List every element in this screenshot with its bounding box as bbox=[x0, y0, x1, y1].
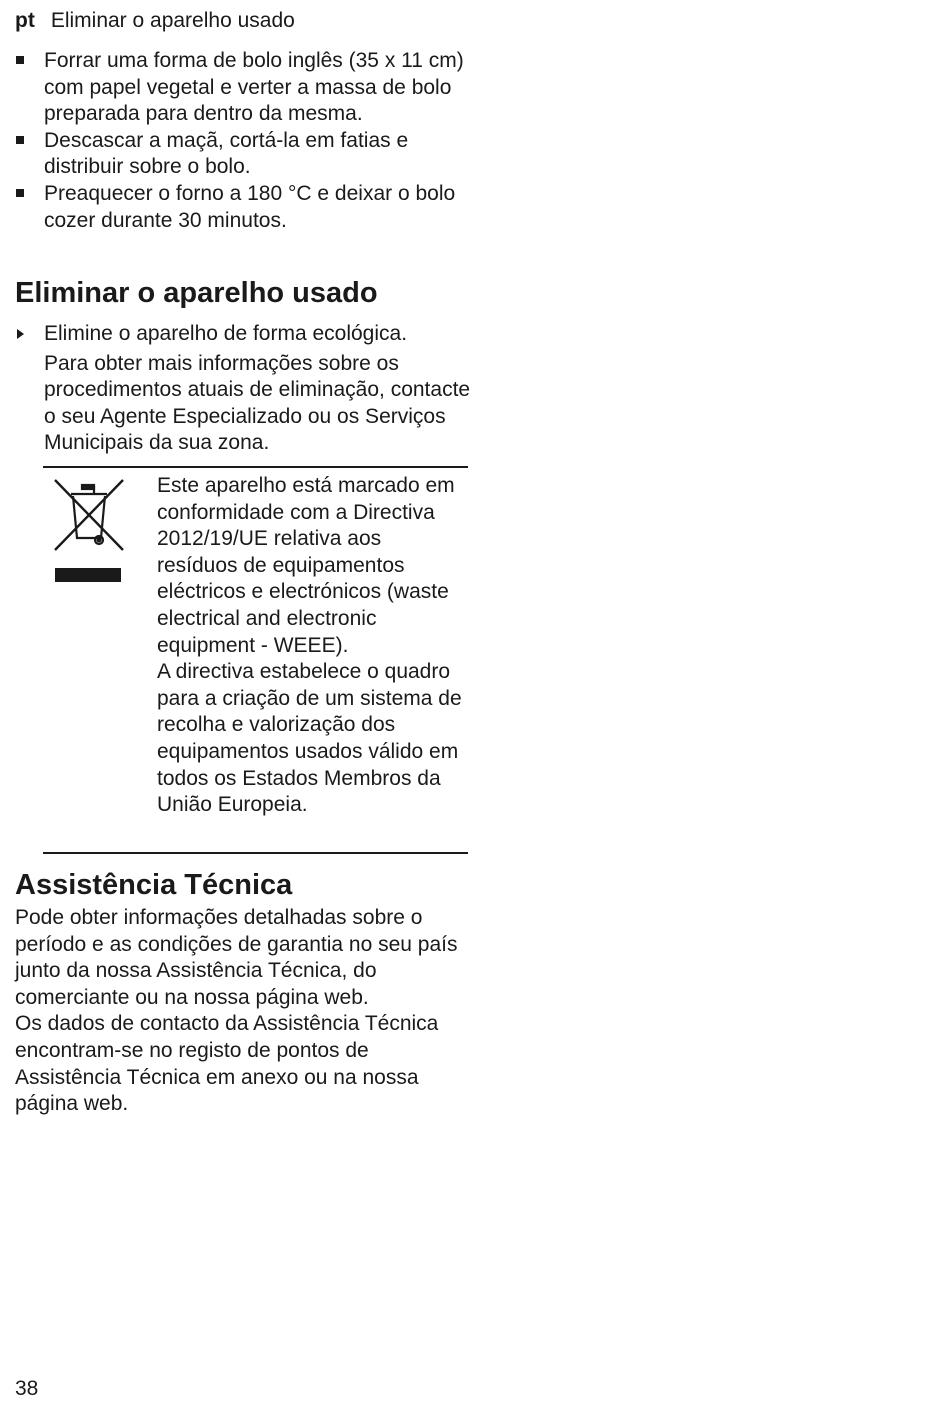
recipe-steps-list bbox=[15, 48, 475, 234]
disposal-heading: Eliminar o aparelho usado bbox=[15, 277, 378, 309]
square-bullet-icon bbox=[16, 136, 24, 144]
weee-text-1: Este aparelho está marcado em conformidade com a Directiva 2012/19/UE relativa aos resíduos de equipamentos eléctricos e electrónicos (waste electrical and electronic equipment - WEEE). bbox=[157, 474, 455, 657]
weee-text bbox=[157, 473, 467, 819]
disposal-step bbox=[15, 321, 475, 457]
disposal-instruction: Elimine o aparelho de forma ecológica. bbox=[44, 322, 408, 345]
service-paragraph-2: Os dados de contacto da Assistência Técnica encontram-se no registo de pontos de Assistência Técnica em anexo ou na nossa página web. bbox=[15, 1012, 439, 1116]
weee-text-2: A directiva estabelece o quadro para a criação de um sistema de recolha e valorização dos equipamentos usados válido em todos os Estados Membros da União Europeia. bbox=[157, 660, 462, 817]
list-item: Preaquecer o forno a 180 °C e deixar o bolo cozer durante 30 minutos. bbox=[15, 181, 475, 234]
square-bullet-icon bbox=[16, 56, 24, 64]
list-item: Descascar a maçã, cortá-la em fatias e distribuir sobre o bolo. bbox=[15, 128, 475, 181]
list-item: Forrar uma forma de bolo inglês (35 x 11 cm) com papel vegetal e verter a massa de bolo preparada para dentro da mesma. bbox=[15, 48, 475, 128]
triangle-bullet-icon bbox=[17, 329, 24, 339]
page-number: 38 bbox=[15, 1377, 39, 1400]
weee-notice-box bbox=[43, 466, 468, 854]
page-header bbox=[15, 7, 295, 35]
service-paragraph-1: Pode obter informações detalhadas sobre o período e as condições de garantia no seu país junto da nossa Assistência Técnica, do comerciante ou na nossa página web. bbox=[15, 906, 458, 1009]
square-bullet-icon bbox=[16, 189, 24, 197]
language-code: pt bbox=[15, 9, 35, 32]
header-section-title: Eliminar o aparelho usado bbox=[50, 9, 295, 32]
disposal-info: Para obter mais informações sobre os procedimentos atuais de eliminação, contacte o seu Agente Especializado ou os Serviços Municipais da sua zona. bbox=[44, 351, 471, 455]
service-heading: Assistência Técnica bbox=[15, 869, 293, 901]
crossed-out-wheelie-bin-icon bbox=[51, 474, 127, 584]
service-text bbox=[15, 905, 475, 1118]
